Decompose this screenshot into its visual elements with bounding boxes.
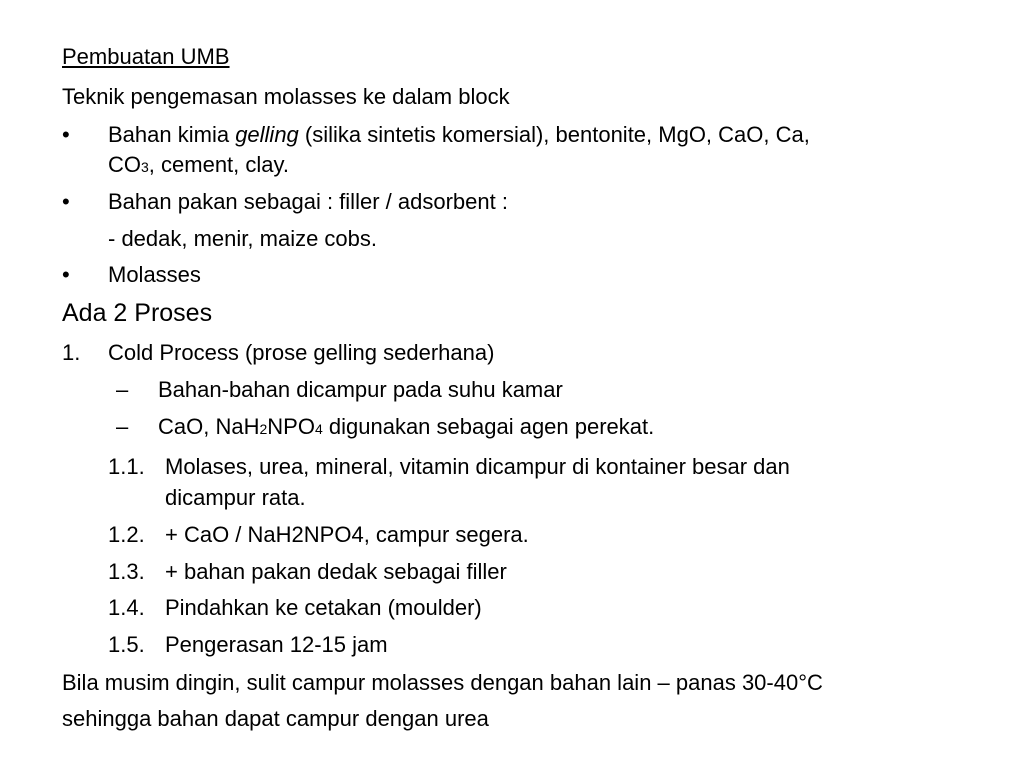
dash-marker: – (116, 377, 129, 402)
bullet-marker: • (62, 122, 70, 147)
step-text: Pindahkan ke cetakan (moulder) (165, 595, 482, 620)
bullet-molasses: Molasses (108, 262, 201, 287)
step-text: + CaO / NaH2NPO4, campur segera. (165, 522, 529, 547)
bullet-pakan-detail: - dedak, menir, maize cobs. (108, 226, 378, 251)
step-number: 1.5. (108, 632, 145, 657)
perekat-sub2: 4 (314, 421, 323, 437)
perekat-mid: NPO (267, 414, 315, 439)
process-number: 1. (62, 340, 81, 365)
intro-text: Teknik pengemasan molasses ke dalam block (62, 84, 510, 109)
bullet-gelling-italic: gelling (235, 122, 299, 147)
step-number: 1.1. (108, 454, 145, 479)
step-number: 1.4. (108, 595, 145, 620)
step-text: + bahan pakan dedak sebagai filler (165, 559, 507, 584)
bullet-gelling-co: CO (108, 152, 141, 177)
process-heading: Ada 2 Proses (62, 299, 213, 327)
bullet-gelling-sub: 3 (141, 159, 149, 175)
step-text-continued: dicampur rata. (165, 485, 306, 510)
bullet-marker: • (62, 262, 70, 287)
footer-line: Bila musim dingin, sulit campur molasses dengan bahan lain – panas 30-40°C (62, 670, 823, 695)
footer-line-continued: sehingga bahan dapat campur dengan urea (62, 706, 489, 731)
bullet-gelling-line1 (108, 122, 810, 148)
perekat-sub1: 2 (259, 421, 268, 437)
bullet-gelling-pre: Bahan kimia (108, 122, 236, 147)
dash-marker: – (116, 414, 129, 439)
bullet-gelling-line2 (108, 152, 289, 180)
perekat-post: digunakan sebagai agen perekat. (322, 414, 655, 439)
bullet-pakan: Bahan pakan sebagai : filler / adsorbent : (108, 189, 508, 214)
process-label: Cold Process (prose gelling sederhana) (108, 340, 495, 365)
step-number: 1.3. (108, 559, 145, 584)
bullet-marker: • (62, 189, 70, 214)
dash-item-perekat (158, 414, 654, 442)
step-number: 1.2. (108, 522, 145, 547)
slide-title: Pembuatan UMB (62, 44, 230, 69)
bullet-gelling-line2-post: , cement, clay. (148, 152, 289, 177)
step-text: Pengerasan 12-15 jam (165, 632, 388, 657)
perekat-pre: CaO, NaH (158, 414, 260, 439)
step-text: Molases, urea, mineral, vitamin dicampur di kontainer besar dan (165, 454, 790, 479)
dash-item-suhu: Bahan-bahan dicampur pada suhu kamar (158, 377, 563, 402)
bullet-gelling-post: (silika sintetis komersial), bentonite, MgO, CaO, Ca, (298, 122, 810, 147)
